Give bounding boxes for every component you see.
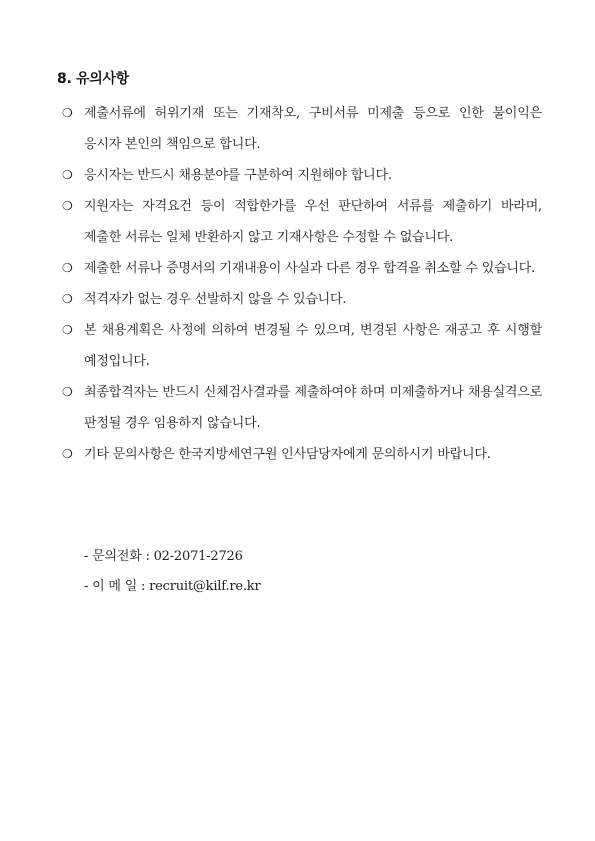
notice-text: 지원자는 자격요건 등이 적합한가를 우선 판단하여 서류를 제출하기 바라며, 제출한 서류는 일체 반환하지 않고 기재사항은 수정할 수 없습니다. [84,199,542,245]
notice-item [62,315,542,377]
circle-bullet-icon: ❍ [62,106,73,120]
notice-list [62,98,542,470]
notice-item [62,98,542,160]
notice-text: 본 채용계획은 사정에 의하여 변경될 수 있으며, 변경된 사항은 재공고 후 시행할 예정입니다. [84,323,542,369]
notice-text: 제출서류에 허위기재 또는 기재착오, 구비서류 미제출 등으로 인한 불이익은 응시자 본인의 책임으로 합니다. [84,106,542,152]
contact-list [84,542,260,602]
notice-item [62,191,542,253]
circle-bullet-icon: ❍ [62,292,73,306]
notice-item [62,439,542,470]
notice-text: 최종합격자는 반드시 신체검사결과를 제출하여야 하며 미제출하거나 채용실격으로 판정될 경우 임용하지 않습니다. [84,385,542,431]
notice-item [62,377,542,439]
notice-item [62,253,542,284]
notice-text: 제출한 서류나 증명서의 기재내용이 사실과 다른 경우 합격을 취소할 수 있습니다. [84,261,536,276]
circle-bullet-icon: ❍ [62,261,73,275]
contact-phone: - 문의전화 : 02-2071-2726 [84,549,243,564]
notice-text: 적격자가 없는 경우 선발하지 않을 수 있습니다. [84,292,347,307]
contact-email: - 이 메 일 : recruit@kilf.re.kr [84,579,261,594]
circle-bullet-icon: ❍ [62,323,73,337]
section-title: 8. 유의사항 [57,71,129,87]
circle-bullet-icon: ❍ [62,199,73,213]
notice-text: 기타 문의사항은 한국지방세연구원 인사담당자에게 문의하시기 바랍니다. [84,447,491,462]
circle-bullet-icon: ❍ [62,385,73,399]
circle-bullet-icon: ❍ [62,447,73,461]
circle-bullet-icon: ❍ [62,168,73,182]
notice-text: 응시자는 반드시 채용분야를 구분하여 지원해야 합니다. [84,168,392,183]
notice-item [62,284,542,315]
notice-item [62,160,542,191]
